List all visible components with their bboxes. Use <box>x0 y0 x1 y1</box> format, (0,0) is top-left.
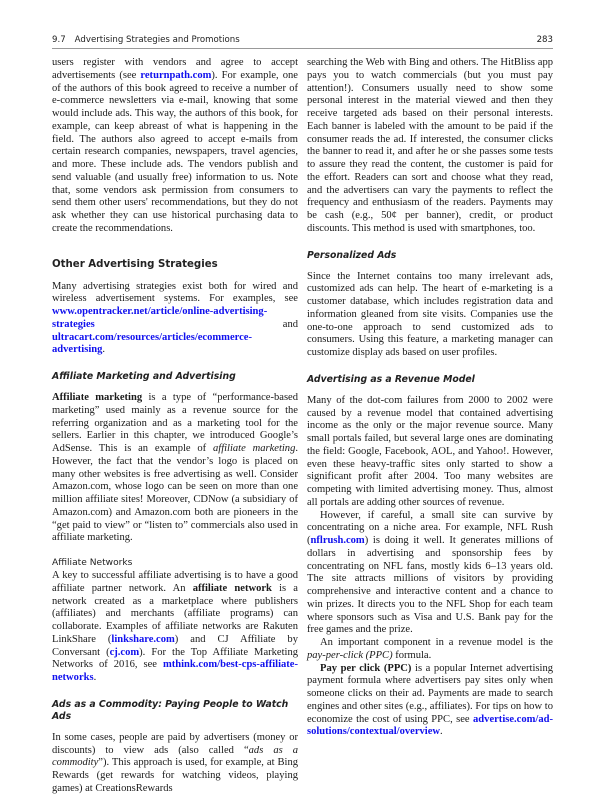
paragraph <box>52 392 298 545</box>
heading-ads-as-commodity: Ads as a Commodity: Paying People to Watch Ads <box>52 698 289 722</box>
text-run: Many advertising strategies exist both for wired and wireless advertisement systems. For examples, see <box>52 280 298 305</box>
text-run: An important component in a revenue model is the <box>320 637 553 648</box>
page-number: 283 <box>536 35 553 45</box>
text-run: formula. <box>392 649 432 661</box>
text-run: ). For example, one of the authors of this book agreed to receive a number of e-commerce newsletters via e-mail, knowing that some would include ads. This way, the authors of this book, for example, can keep abreast of what is happening in the field. The authors also agreed to accept e-mails from certain research companies, newspapers, travel agencies, and more. These include ads. The vendors publish and send valuable (and usually free) information to us. Note that, some vendors ask permission from consumers to send them other users' recommendations, but they do not ask whether they can use historical purchasing data to create the recommendations. <box>52 69 298 234</box>
heading-affiliate-marketing: Affiliate Marketing and Advertising <box>52 371 236 382</box>
text-run: . <box>440 726 443 738</box>
text-run: is a network created as a marketplace where publishers (affiliates) and merchants (affiliate programs) can collaborate. Examples of affiliate networks are Rakuten LinkShare ( <box>52 582 298 645</box>
heading-revenue-model: Advertising as a Revenue Model <box>307 373 475 385</box>
text-run: and <box>94 318 298 330</box>
heading-personalized-ads: Personalized Ads <box>307 249 397 261</box>
paragraph <box>307 271 553 360</box>
hyperlink[interactable]: mthink.com/best-cps-affiliate-networks <box>52 659 298 683</box>
text-run: ”). This approach is used, for example, at Bing Rewards (get rewards for watching videos, playing games) at CreationsRewards <box>52 757 298 794</box>
text-run: . <box>93 672 97 683</box>
paragraph <box>307 57 553 236</box>
text-run: Many of the dot-com failures from 2000 to 2002 were caused by a revenue model that contained advertising income as the only or the major revenue source. Many small portals failed, but several large ones are dominating the field: Google, Facebook, AOL, and Yahoo!. However, even these heavy-traffic sites only started to show a significant profit after 2004. Too many websites are competing with limited advertising money. Thus, almost all portals are adding other sources of revenue. <box>307 394 553 508</box>
right-column <box>307 57 553 739</box>
text-run: users register with vendors and agree to accept advertisements (see <box>52 57 298 81</box>
text-run: . However, the fact that the vendor’s logo is placed on many other websites is free advertising as well. Consider Amazon.com, whose logo can be seen on more than one million affiliate sites! Moreover, CDNow (a subsidiary of Amazon.com) and Amazon.com both are pioneers in the “get paid to view” or “listen to” commercials also used in affiliate marketing. <box>52 443 298 544</box>
paragraph <box>307 510 553 638</box>
left-column <box>52 57 298 796</box>
bold-term: Pay per click (PPC) <box>320 662 412 674</box>
italic-term: affiliate marketing <box>212 443 296 454</box>
text-run: Since the Internet contains too many irrelevant ads, customized ads can help. The heart of e-marketing is a customer database, which includes registration data and information gleaned from site visits. Companies use the one-to-one approach to send customized ads to consumers. Using this feature, a marketing manager can customize display ads based on user profiles. <box>307 270 553 358</box>
section-number: 9.7 <box>52 35 66 45</box>
hyperlink[interactable]: www.opentracker.net/article/online-advertising-strategies <box>52 306 268 330</box>
paragraph <box>52 570 298 685</box>
heading-affiliate-networks: Affiliate Networks <box>52 558 133 568</box>
hyperlink[interactable]: advertise.com/ad-solutions/contextual/overview <box>307 713 553 738</box>
paragraph <box>307 637 553 663</box>
paragraph <box>52 57 298 236</box>
paragraph <box>307 395 553 510</box>
paragraph <box>307 663 553 740</box>
text-run: However, if careful, a small site can survive by concentrating on a niche area. For example, NFL Rush ( <box>307 509 553 546</box>
hyperlink[interactable]: cj.com <box>109 646 140 658</box>
hyperlink[interactable]: returnpath.com <box>140 69 212 81</box>
italic-term: ads as a commodity <box>52 744 298 769</box>
heading-other-advertising-strategies: Other Advertising Strategies <box>52 258 218 270</box>
bold-term: Affiliate marketing <box>52 392 143 403</box>
text-run: In some cases, people are paid by advertisers (money or discounts) to view ads (also called “ <box>52 731 298 756</box>
hyperlink[interactable]: ultracart.com/resources/articles/ecommerce-advertising <box>52 331 252 356</box>
text-run: is a popular Internet advertising payment formula where advertisers pay sites only when someone clicks on their ad. Payments are made to search engines and other sites (e.g., affiliates). For tips on how to economize the cost of using PPC, see <box>307 662 553 725</box>
italic-term: pay-per-click (PPC) <box>307 649 393 661</box>
bold-term: affiliate network <box>192 582 272 594</box>
text-run: . <box>102 344 106 356</box>
text-run: A key to successful affiliate advertising is to have a good affiliate partner network. An <box>52 570 298 594</box>
text-run: is a type of “performance-based marketing” used mainly as a revenue source for the referring organization and as a marketing tool for the sellers. Earlier in this chapter, we introduced Google’s AdSense. This is an example of <box>52 392 299 454</box>
section-heading <box>52 35 240 45</box>
paragraph <box>52 732 298 796</box>
paragraph <box>52 281 298 358</box>
hyperlink[interactable]: nflrush.com <box>310 535 365 546</box>
section-title: Advertising Strategies and Promotions <box>74 35 240 45</box>
hyperlink[interactable]: linkshare.com <box>111 633 175 645</box>
text-run: ). For the Top Affiliate Marketing Networks of 2016, see <box>52 646 298 671</box>
text-run: ) and CJ Affiliate by Conversant ( <box>52 633 298 658</box>
text-run: ) is doing it well. It generates millions of dollars in advertising and sponsorship fees by concentrating on NFL fans, mostly kids 6–13 years old. The site attracts millions of visitors by providing comprehensive and interactive content and a chance to win prizes. It directs you to the NFL Shop for each team where sponsors such as Visa and U.S. Bank pay for the free games and the prize. <box>307 535 553 636</box>
text-run: searching the Web with Bing and others. The HitBliss app pays you to watch commercials (but you must pay attention!). Consumers usually need to show some personal interest in the material viewed and then they receive targeted ads based on their personal interests. Each banner is labeled with the amount to be paid if the consumer reads the ad. If interested, the consumer clicks the banner to read it, and after he or she passes some tests to assure they read the content, the customer is paid for the effort. Readers can sort and choose what they read, and the advertisers can vary the payments to reflect the frequency and enthusiasm of the readers. Payments may be cash (e.g., 50¢ per banner), credit, or product discounts. This method is used with smartphones, too. <box>307 57 553 234</box>
running-header <box>52 6 553 49</box>
